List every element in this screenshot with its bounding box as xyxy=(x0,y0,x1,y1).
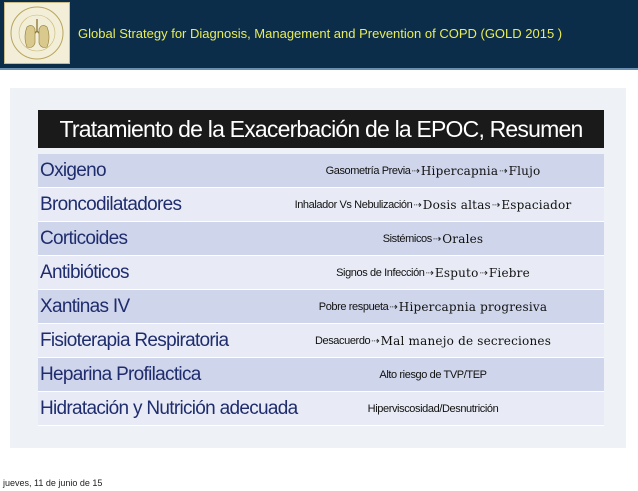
arrow-icon: ⇢ xyxy=(499,165,508,177)
detail-text: Pobre respueta xyxy=(318,301,389,313)
row-treatment: Hidratación y Nutrición adecuada xyxy=(40,398,298,419)
row-detail xyxy=(278,188,588,222)
summary-table xyxy=(38,154,604,426)
arrow-icon: ⇢ xyxy=(479,267,488,279)
detail-text: Desacuerdo xyxy=(314,335,371,347)
row-treatment: Broncodilatadores xyxy=(40,194,182,215)
row-detail xyxy=(278,222,588,256)
detail-text: Signos de Infección xyxy=(336,267,425,279)
table-row xyxy=(38,222,604,256)
table-row xyxy=(38,290,604,324)
arrow-icon: ⇢ xyxy=(491,199,501,211)
header-title: Global Strategy for Diagnosis, Management and Prevention of COPD (GOLD 2015 ) xyxy=(78,26,563,41)
arrow-icon: ⇢ xyxy=(425,267,434,279)
detail-text: Sistémicos xyxy=(382,233,432,245)
row-treatment: Antibióticos xyxy=(40,262,129,283)
slide-title: Tratamiento de la Exacerbación de la EPOC, Resumen xyxy=(38,110,604,148)
detail-text: Mal manejo de secreciones xyxy=(380,334,552,348)
header-bar xyxy=(0,0,638,68)
detail-text: Orales xyxy=(442,232,484,246)
detail-text: Hipercapnia xyxy=(420,164,499,178)
row-treatment: Oxigeno xyxy=(40,160,106,181)
detail-text: Inhalador Vs Nebulización xyxy=(294,199,413,211)
row-treatment: Corticoides xyxy=(40,228,128,249)
arrow-icon: ⇢ xyxy=(413,199,422,211)
row-treatment: Fisioterapia Respiratoria xyxy=(40,330,229,351)
row-detail xyxy=(278,290,588,324)
detail-text: Fiebre xyxy=(488,266,530,280)
table-row xyxy=(38,324,604,358)
detail-text: Esputo xyxy=(434,266,479,280)
row-detail xyxy=(278,154,588,188)
detail-text: Flujo xyxy=(508,164,541,178)
arrow-icon: ⇢ xyxy=(432,233,442,245)
detail-text: Dosis altas xyxy=(422,198,491,212)
row-detail xyxy=(278,392,588,426)
detail-text: Gasometría Previa xyxy=(325,165,411,177)
header-divider xyxy=(0,68,638,70)
arrow-icon: ⇢ xyxy=(411,165,420,177)
detail-text: Hiperviscosidad/Desnutrición xyxy=(367,403,499,415)
footer-date: jueves, 11 de junio de 15 xyxy=(3,478,103,488)
row-treatment: Xantinas IV xyxy=(40,296,130,317)
row-detail xyxy=(278,324,588,358)
table-row xyxy=(38,154,604,188)
table-row xyxy=(38,256,604,290)
table-row xyxy=(38,188,604,222)
detail-text: Hipercapnia progresiva xyxy=(398,300,548,314)
arrow-icon: ⇢ xyxy=(389,301,398,313)
gold-logo xyxy=(4,2,70,64)
detail-text: Alto riesgo de TVP/TEP xyxy=(379,369,487,381)
arrow-icon: ⇢ xyxy=(371,335,380,347)
detail-text: Espaciador xyxy=(501,198,572,212)
table-row xyxy=(38,358,604,392)
row-detail xyxy=(278,358,588,392)
table-row xyxy=(38,392,604,426)
row-treatment: Heparina Profilactica xyxy=(40,364,201,385)
row-detail xyxy=(278,256,588,290)
